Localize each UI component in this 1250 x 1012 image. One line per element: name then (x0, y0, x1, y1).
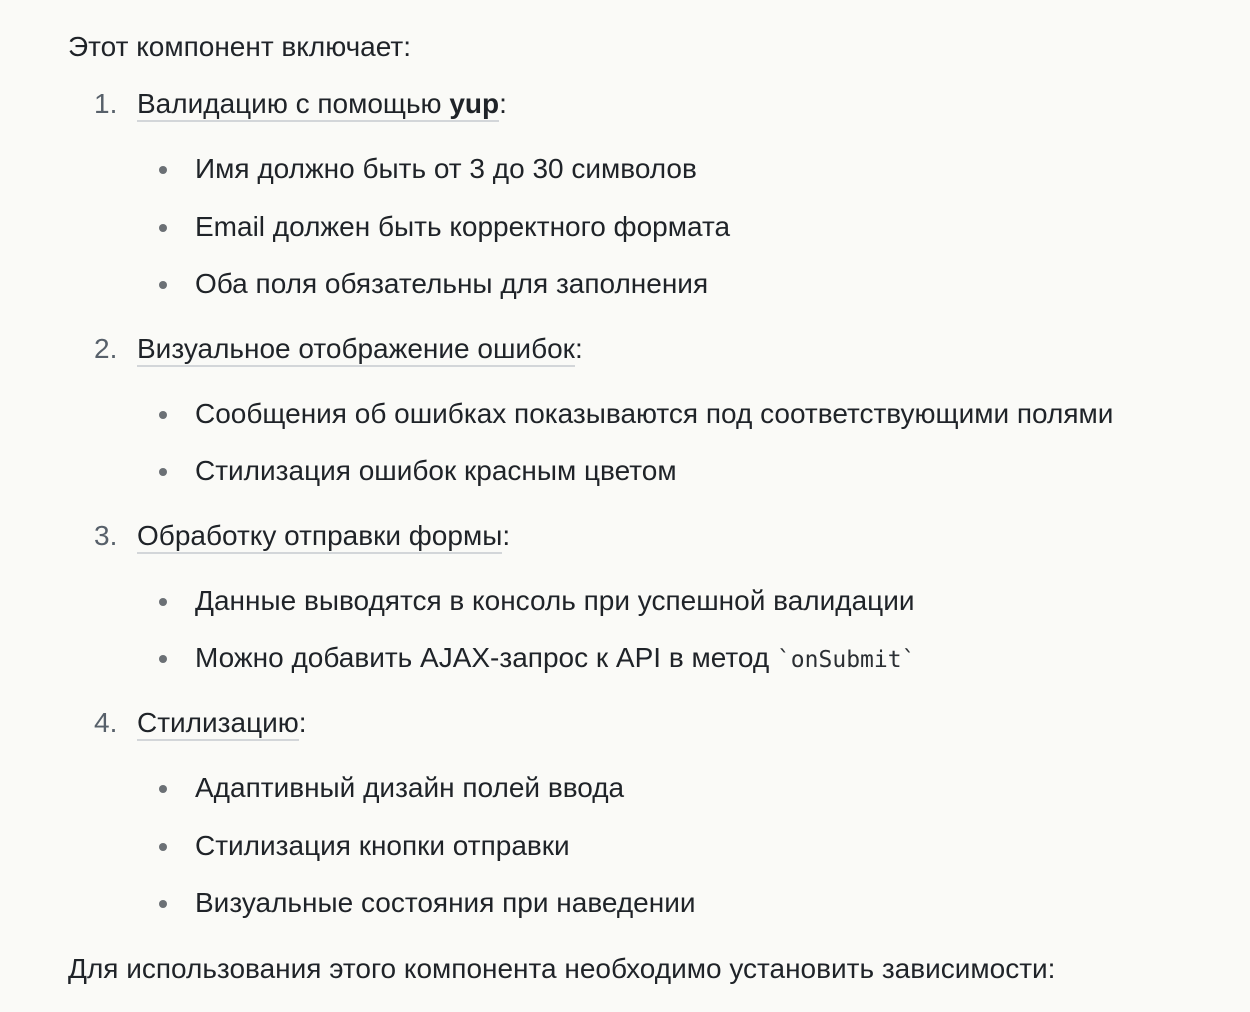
bullet-icon (159, 655, 167, 663)
section-heading-validation: Валидацию с помощью yup: (137, 87, 507, 121)
bullet-icon (159, 281, 167, 289)
outro-paragraph: Для использования этого компонента необходимо установить зависимости: (68, 953, 1056, 984)
bullet-icon (159, 224, 167, 232)
section-heading-submit: Обработку отправки формы: (137, 519, 510, 553)
section-heading-errors: Визуальное отображение ошибок: (137, 332, 583, 366)
section-heading-text: Обработку отправки формы (137, 520, 502, 554)
inline-code: `onSubmit` (776, 647, 916, 673)
list-item: Email должен быть корректного формата (195, 211, 731, 242)
bullet-icon (159, 785, 167, 793)
bullet-icon (159, 843, 167, 851)
list-item: Оба поля обязательны для заполнения (195, 268, 709, 299)
intro-paragraph: Этот компонент включает: (68, 31, 411, 62)
section-heading-text: Стилизацию (137, 707, 299, 741)
section-heading-styling: Стилизацию: (137, 706, 307, 740)
section-heading-text: Визуальное отображение ошибок (137, 333, 575, 367)
bullet-icon (159, 598, 167, 606)
bullet-icon (159, 900, 167, 908)
bullet-icon (159, 166, 167, 174)
list-item: Визуальные состояния при наведении (195, 887, 696, 918)
list-item: Адаптивный дизайн полей ввода (195, 772, 625, 803)
bullet-icon (159, 411, 167, 419)
list-item: Стилизация ошибок красным цветом (195, 455, 677, 486)
bullet-icon (159, 468, 167, 476)
list-number: 2. (94, 333, 118, 364)
list-item: Имя должно быть от 3 до 30 символов (195, 153, 697, 184)
list-item: Данные выводятся в консоль при успешной валидации (195, 585, 915, 616)
list-number: 1. (94, 88, 118, 119)
library-name: yup (449, 88, 500, 119)
list-item: Можно добавить AJAX-запрос к API в метод `onSubmit` (195, 642, 916, 673)
section-heading-text: Валидацию с помощью yup (137, 88, 499, 122)
list-number: 4. (94, 707, 118, 738)
list-number: 3. (94, 520, 118, 551)
list-item: Сообщения об ошибках показываются под соответствующими полями (195, 398, 1114, 429)
list-item: Стилизация кнопки отправки (195, 830, 570, 861)
